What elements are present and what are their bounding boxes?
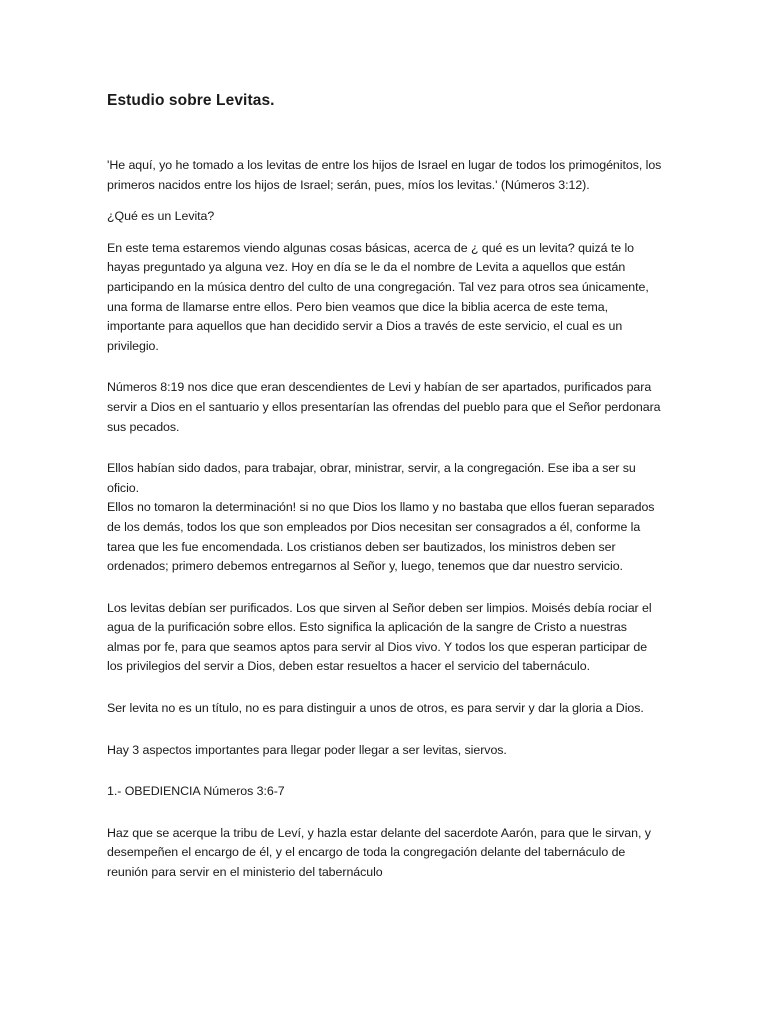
paragraph-numeros-3-6-7-quote: Haz que se acerque la tribu de Leví, y hazla estar delante del sacerdote Aarón, para que le sirvan, y desempeñen el encargo de él, y el encargo de toda la congregación delante del tabernáculo de reunión para servir en el ministerio del tabernáculo [107, 825, 651, 880]
paragraph-numeros-8-19: Números 8:19 nos dice que eran descendientes de Levi y habían de ser apartados, purificados para servir a Dios en el santuario y ellos presentarían las ofrendas del pueblo para que el Señor perdonara sus pecados. [107, 380, 661, 434]
paragraph-dados-para-trabajar: Ellos habían sido dados, para trabajar, obrar, ministrar, servir, a la congregación. Ese iba a ser su oficio. [107, 461, 636, 495]
paragraph-no-es-titulo: Ser levita no es un título, no es para distinguir a unos de otros, es para servir y dar la gloria a Dios. [107, 701, 644, 716]
paragraph-determinacion: Ellos no tomaron la determinación! si no que Dios los llamo y no bastaba que ellos fueran separados de los demás, todos los que son empleados por Dios necesitan ser consagrados a él, conforme la tarea que les fue encomendada. Los cristianos deben ser bautizados, los ministros deben ser ordenados; primero debemos entregarnos al Señor y, luego, tenemos que dar nuestro servicio. [107, 500, 655, 574]
document-page [107, 92, 663, 883]
section-heading-obediencia: 1.- OBEDIENCIA Números 3:6-7 [107, 784, 285, 799]
document-title: Estudio sobre Levitas. [107, 92, 275, 109]
paragraph-tres-aspectos: Hay 3 aspectos importantes para llegar poder llegar a ser levitas, siervos. [107, 742, 507, 757]
paragraph-introduction: En este tema estaremos viendo algunas cosas básicas, acerca de ¿ qué es un levita? quizá te lo hayas preguntado ya alguna vez. Hoy en día se le da el nombre de Levita a aquellos que están participando en la música dentro del culto de una congregación. Tal vez para otros sea únicamente, una forma de llamarse entre ellos. Pero bien veamos que dice la biblia acerca de este tema, importante para aquellos que han decidido servir a Dios a través de este servicio, el cual es un privilegio. [107, 240, 649, 353]
paragraph-purificados: Los levitas debían ser purificados. Los que sirven al Señor deben ser limpios. Moisés debía rociar el agua de la purificación sobre ellos. Esto significa la aplicación de la sangre de Cristo a nuestras almas por fe, para que seamos aptos para servir al Dios vivo. Y todos los que esperan participar de los privilegios del servir a Dios, deben estar resueltos a hacer el servicio del tabernáculo. [107, 600, 652, 674]
paragraph-opening-verse: 'He aquí, yo he tomado a los levitas de entre los hijos de Israel en lugar de todos los primogénitos, los primeros nacidos entre los hijos de Israel; serán, pues, míos los levitas.' (Números 3:12). [107, 158, 662, 192]
section-heading-que-es-levita: ¿Qué es un Levita? [107, 209, 215, 224]
